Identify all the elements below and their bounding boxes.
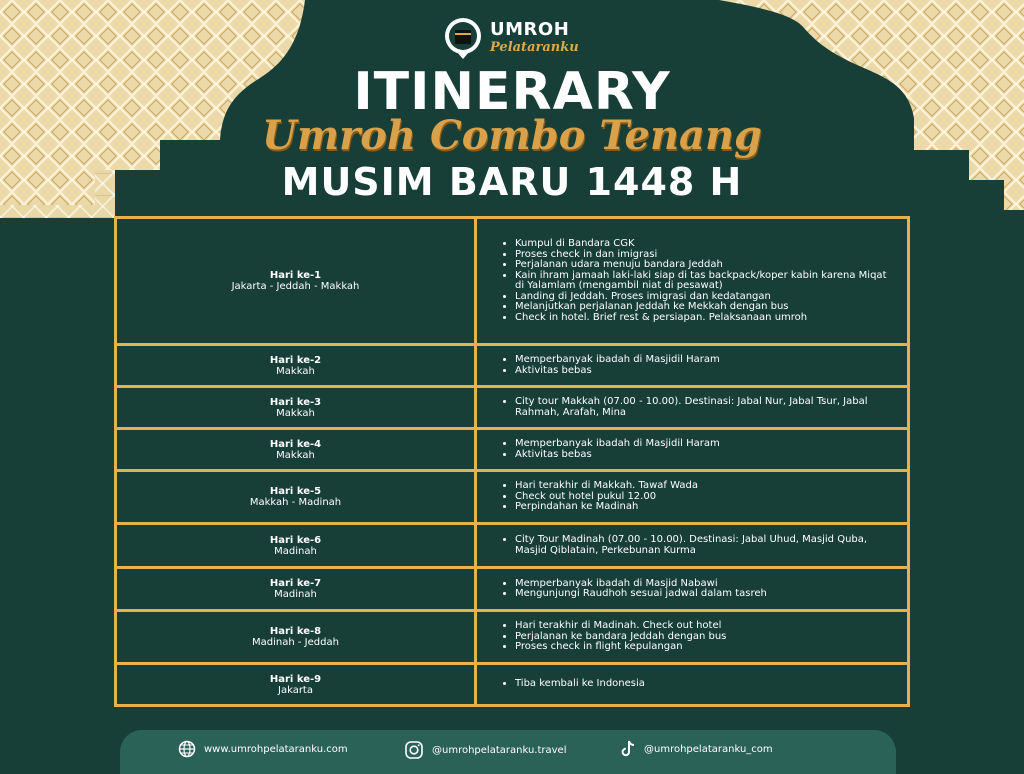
list-item: • Memperbanyak ibadah di Masjid Nabawi — [515, 579, 767, 590]
day-route: Makkah - Madinah — [249, 497, 342, 508]
brand-name: UMROH — [490, 19, 570, 40]
day-route: Madinah - Jeddah — [252, 637, 339, 648]
activity-cell — [477, 388, 907, 427]
list-item: • Perjalanan ke bandara Jeddah dengan bus — [515, 632, 726, 643]
table-row — [117, 343, 907, 385]
activity-list — [499, 239, 897, 323]
list-item: • Tiba kembali ke Indonesia — [515, 679, 645, 690]
day-cell — [117, 472, 477, 522]
globe-icon — [178, 740, 196, 758]
table-row — [117, 427, 907, 469]
day-cell — [117, 430, 477, 469]
list-item: • Memperbanyak ibadah di Masjidil Haram — [515, 439, 720, 450]
list-item: • Check out hotel pukul 12.00 — [515, 492, 698, 503]
list-item: • Hari terakhir di Madinah. Check out hotel — [515, 621, 726, 632]
list-item: • Mengunjungi Raudhoh sesuai jadwal dalam tasreh — [515, 589, 767, 600]
instagram-link[interactable] — [404, 740, 566, 760]
table-row — [117, 522, 907, 566]
day-cell — [117, 388, 477, 427]
activity-cell — [477, 665, 907, 704]
list-item: • City Tour Madinah (07.00 - 10.00). Destinasi: Jabal Uhud, Masjid Quba, Masjid Qiblatain, Perkebunan Kurma — [515, 535, 897, 556]
page-title: ITINERARY — [353, 62, 671, 122]
list-item: • City tour Makkah (07.00 - 10.00). Destinasi: Jabal Nur, Jabal Tsur, Jabal Rahmah, Arafah, Mina — [515, 397, 897, 418]
itinerary-table — [114, 216, 910, 707]
day-route: Makkah — [276, 449, 315, 461]
day-label: Hari ke-2 — [269, 354, 322, 366]
day-label: Hari ke-9 — [269, 673, 322, 685]
day-label: Hari ke-5 — [269, 486, 322, 497]
activity-cell — [477, 472, 907, 522]
table-row — [117, 609, 907, 662]
day-label: Hari ke-8 — [269, 626, 322, 637]
activity-cell — [477, 430, 907, 469]
day-route: Madinah — [274, 545, 317, 557]
day-cell — [117, 346, 477, 385]
activity-list — [499, 535, 897, 556]
activity-list — [499, 621, 726, 653]
contact-footer — [120, 730, 896, 774]
day-route: Jakarta - Jeddah - Makkah — [231, 281, 360, 292]
website-link[interactable] — [178, 740, 348, 758]
brand-logo — [440, 16, 600, 60]
day-label: Hari ke-4 — [269, 438, 322, 450]
day-route: Jakarta — [278, 684, 313, 696]
activity-cell — [477, 525, 907, 566]
list-item: • Check in hotel. Brief rest & persiapan. Pelaksanaan umroh — [515, 313, 897, 324]
day-cell — [117, 219, 477, 343]
instagram-text: @umrohpelataranku.travel — [432, 744, 567, 756]
table-row — [117, 566, 907, 609]
table-row — [117, 662, 907, 704]
list-item: • Hari terakhir di Makkah. Tawaf Wada — [515, 481, 698, 492]
activity-cell — [477, 612, 907, 662]
day-label: Hari ke-6 — [269, 534, 322, 546]
season-subtitle: MUSIM BARU 1448 H — [281, 160, 743, 204]
package-name: Umroh Combo Tenang — [261, 112, 763, 159]
list-item: • Perjalanan udara menuju bandara Jeddah — [515, 260, 897, 271]
website-text: www.umrohpelataranku.com — [204, 743, 348, 755]
table-row — [117, 385, 907, 427]
list-item: • Aktivitas bebas — [515, 366, 720, 377]
activity-cell — [477, 346, 907, 385]
list-item: • Melanjutkan perjalanan Jeddah ke Mekkah dengan bus — [515, 302, 897, 313]
list-item: • Perpindahan ke Madinah — [515, 502, 698, 513]
kaaba-pin-icon — [440, 16, 486, 60]
activity-list — [499, 481, 698, 513]
day-route: Makkah — [276, 365, 315, 377]
day-label: Hari ke-3 — [269, 396, 322, 408]
table-row — [117, 219, 907, 343]
day-label: Hari ke-7 — [269, 578, 322, 589]
activity-cell — [477, 569, 907, 609]
day-label: Hari ke-1 — [269, 270, 322, 281]
list-item: • Memperbanyak ibadah di Masjidil Haram — [515, 355, 720, 366]
activity-list — [499, 579, 767, 600]
day-cell — [117, 569, 477, 609]
list-item: • Kumpul di Bandara CGK — [515, 239, 897, 250]
instagram-icon — [404, 740, 424, 760]
activity-cell — [477, 219, 907, 343]
activity-list — [499, 397, 897, 418]
list-item: • Proses check in flight kepulangan — [515, 642, 726, 653]
tiktok-icon — [620, 740, 636, 758]
day-cell — [117, 665, 477, 704]
day-cell — [117, 525, 477, 566]
table-row — [117, 469, 907, 522]
tiktok-link[interactable] — [620, 740, 773, 758]
tiktok-text: @umrohpelataranku_com — [644, 743, 773, 755]
list-item: • Kain ihram jamaah laki-laki siap di tas backpack/koper kabin karena Miqat di Yalamlam (mengambil niat di pesawat) — [515, 271, 897, 292]
activity-list — [499, 679, 645, 690]
list-item: • Landing di Jeddah. Proses imigrasi dan kedatangan — [515, 292, 897, 303]
day-route: Makkah — [276, 407, 315, 419]
activity-list — [499, 355, 720, 376]
day-route: Madinah — [274, 589, 317, 600]
brand-tagline: Pelataranku — [490, 40, 579, 55]
list-item: • Proses check in dan imigrasi — [515, 250, 897, 261]
activity-list — [499, 439, 720, 460]
list-item: • Aktivitas bebas — [515, 450, 720, 461]
day-cell — [117, 612, 477, 662]
